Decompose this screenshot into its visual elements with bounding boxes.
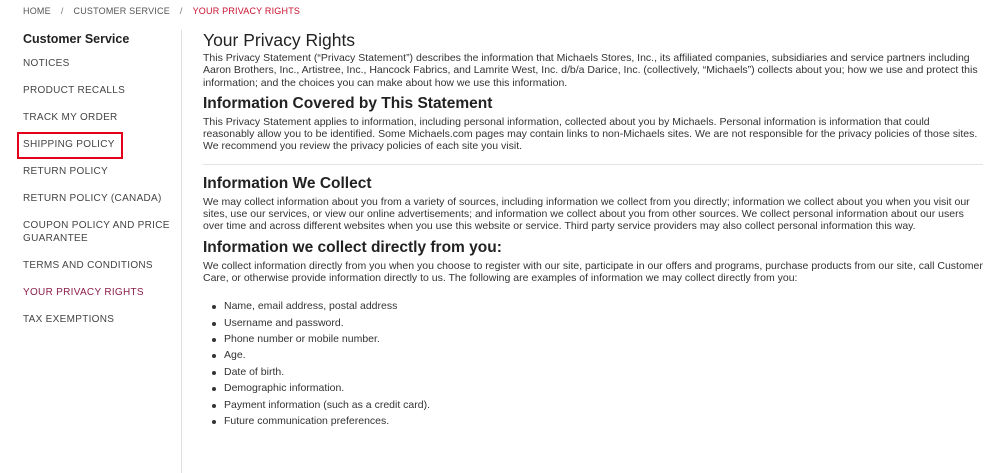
sidebar-item-notices[interactable]: NOTICES <box>23 58 70 69</box>
page-title: Your Privacy Rights <box>203 30 356 50</box>
sidebar-nav <box>23 57 188 326</box>
sidebar-item-coupon-policy[interactable]: COUPON POLICY AND PRICE GUARANTEE <box>23 220 170 244</box>
breadcrumb-separator: / <box>179 6 183 16</box>
section-divider <box>203 164 983 165</box>
breadcrumb-customer-service[interactable]: CUSTOMER SERVICE <box>73 6 170 16</box>
content-divider <box>181 30 182 473</box>
section-heading-collect-directly: Information we collect directly from you: <box>203 238 502 256</box>
list-item: Username and password. <box>203 315 983 331</box>
list-item: Phone number or mobile number. <box>203 331 983 347</box>
sidebar <box>23 32 188 340</box>
section-body-information-covered: This Privacy Statement applies to information, including personal information, collected about you by Michaels. Personal information is information that could reasonably allow you to be identified. Some Michaels.com pages may contain links to non-Michaels sites. We are not responsible for the privacy policies of those sites. We recommend you review the privacy policies of each site you visit. <box>203 115 978 153</box>
section-body-information-we-collect: We may collect information about you from a variety of sources, including information we collect from you directly; information we collect about you when you visit our sites, use our services, or view our online advertisements; and information we collect about you from other sources. We collect personal information about our users over time and across different websites when you use this website or service. Third party service providers may also collect personal information this way. <box>203 195 970 233</box>
section-body-collect-directly: We collect information directly from you when you choose to register with our site, participate in our offers and programs, purchase products from our site, call Customer Care, or otherwise provide information directly to us. The following are examples of information we may collect directly from you: <box>203 259 983 284</box>
breadcrumb-separator: / <box>60 6 64 16</box>
section-heading-information-we-collect: Information We Collect <box>203 174 372 192</box>
breadcrumb-current: YOUR PRIVACY RIGHTS <box>192 6 301 16</box>
list-item: Name, email address, postal address <box>203 298 983 314</box>
section-heading-information-covered: Information Covered by This Statement <box>203 94 493 112</box>
main-content <box>203 30 983 430</box>
sidebar-item-return-policy-canada[interactable]: RETURN POLICY (CANADA) <box>23 193 162 204</box>
list-item: Demographic information. <box>203 380 983 396</box>
list-item: Age. <box>203 347 983 363</box>
collected-info-list <box>203 298 983 429</box>
list-item: Future communication preferences. <box>203 413 983 429</box>
list-item: Payment information (such as a credit card). <box>203 397 983 413</box>
sidebar-item-your-privacy-rights[interactable]: YOUR PRIVACY RIGHTS <box>23 287 144 298</box>
sidebar-item-return-policy[interactable]: RETURN POLICY <box>23 166 109 177</box>
sidebar-item-track-my-order[interactable]: TRACK MY ORDER <box>23 112 118 123</box>
breadcrumb <box>23 6 300 16</box>
sidebar-item-tax-exemptions[interactable]: TAX EXEMPTIONS <box>23 314 115 325</box>
breadcrumb-home[interactable]: HOME <box>23 6 51 16</box>
sidebar-item-shipping-policy[interactable]: SHIPPING POLICY <box>23 138 188 151</box>
sidebar-title: Customer Service <box>23 32 130 46</box>
list-item: Date of birth. <box>203 364 983 380</box>
sidebar-item-terms-and-conditions[interactable]: TERMS AND CONDITIONS <box>23 260 153 271</box>
sidebar-item-product-recalls[interactable]: PRODUCT RECALLS <box>23 85 126 96</box>
intro-paragraph: This Privacy Statement (“Privacy Statement”) describes the information that Michaels Stores, Inc., its affiliated companies, subsidiaries and service partners including Aaron Brothers, Inc., Artistree, Inc., Hancock Fabrics, and Lamrite West, Inc. d/b/a Darice, Inc. (collectively, “Michaels”) collects about you; how we use and protect this information; and the choices you can make about how we use this information. <box>203 52 978 89</box>
